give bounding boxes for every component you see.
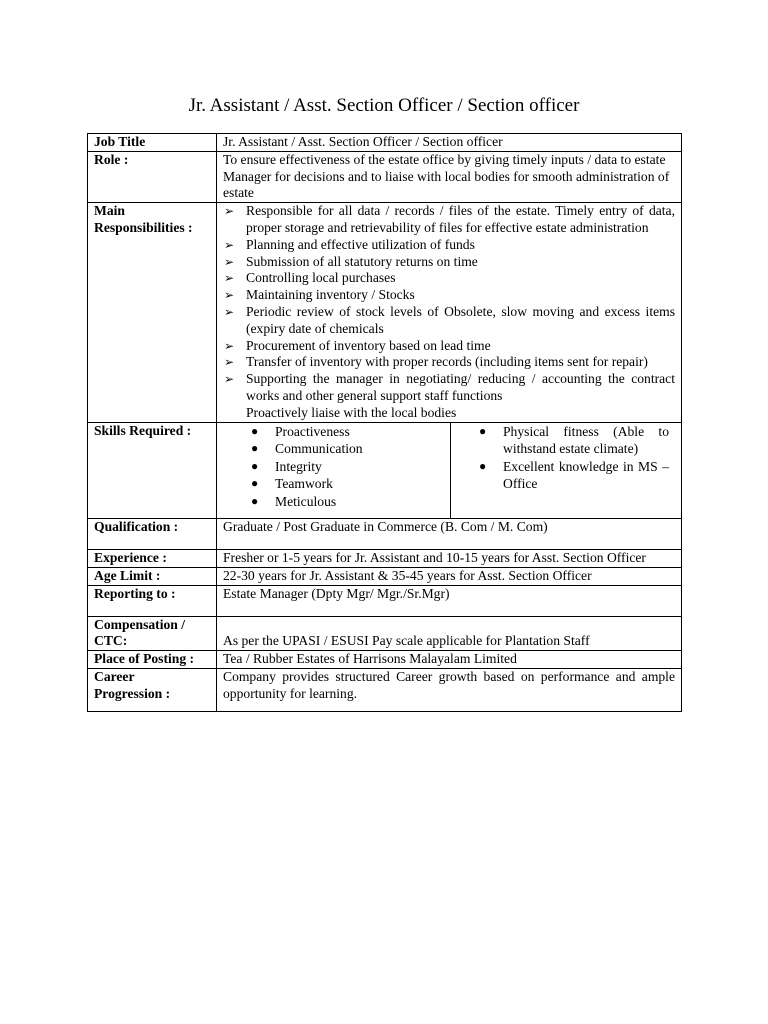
qualification-value: Graduate / Post Graduate in Commerce (B. Com / M. Com) (217, 519, 682, 550)
age-limit-value: 22-30 years for Jr. Assistant & 35-45 years for Asst. Section Officer (217, 567, 682, 585)
skills-label: Skills Required : (88, 422, 217, 519)
job-description-table (87, 133, 682, 712)
list-item: ➢ Controlling local purchases (224, 270, 396, 286)
row-posting (88, 651, 682, 669)
list-item: ● Excellent knowledge in MS – Office (479, 458, 669, 492)
list-item: ➢ Planning and effective utilization of funds (224, 236, 475, 252)
bullet-icon: ● (251, 458, 259, 473)
arrow-bullet-icon: ➢ (224, 204, 235, 219)
arrow-bullet-icon: ➢ (224, 355, 235, 370)
age-limit-label: Age Limit : (88, 567, 217, 585)
list-item: ● Teamwork (251, 476, 333, 492)
posting-label: Place of Posting : (88, 651, 217, 669)
compensation-label: Compensation / CTC: (88, 616, 217, 651)
bullet-icon: ● (251, 423, 259, 438)
compensation-value: As per the UPASI / ESUSI Pay scale applicable for Plantation Staff (217, 616, 682, 651)
arrow-bullet-icon: ➢ (224, 254, 235, 269)
list-item: ➢ Submission of all statutory returns on time (224, 253, 478, 269)
list-item: ● Integrity (251, 458, 322, 474)
row-experience (88, 550, 682, 568)
row-skills (88, 422, 682, 519)
arrow-bullet-icon: ➢ (224, 271, 235, 286)
skills-value (217, 422, 682, 519)
list-item: ➢ Maintaining inventory / Stocks (224, 287, 415, 303)
arrow-bullet-icon: ➢ (224, 304, 235, 319)
row-responsibilities (88, 203, 682, 422)
responsibilities-list (223, 203, 675, 405)
bullet-icon: ● (251, 476, 259, 491)
skills-column-2 (451, 423, 675, 519)
arrow-bullet-icon: ➢ (224, 237, 235, 252)
arrow-bullet-icon: ➢ (224, 338, 235, 353)
row-age-limit (88, 567, 682, 585)
responsibilities-label: Main Responsibilities : (88, 203, 217, 422)
bullet-icon: ● (251, 441, 259, 456)
responsibilities-value (217, 203, 682, 422)
list-item: ● Communication (251, 441, 363, 457)
list-item: ➢ Transfer of inventory with proper records (including items sent for repair) (224, 354, 648, 370)
row-compensation (88, 616, 682, 651)
list-item: ➢ Procurement of inventory based on lead time (224, 337, 491, 353)
list-item: ➢ Periodic review of stock levels of Obsolete, slow moving and excess items (expiry date of chemicals (224, 303, 675, 336)
arrow-bullet-icon: ➢ (224, 372, 235, 387)
list-item: ● Physical fitness (Able to withstand estate climate) (479, 423, 669, 457)
role-value: To ensure effectiveness of the estate office by giving timely inputs / data to estate Manager for decisions and to liaise with local bodies for smooth administration of estate (217, 151, 682, 202)
row-job-title (88, 134, 682, 152)
list-item: ➢ Supporting the manager in negotiating/ reducing / accounting the contract works and other general support staff functions (224, 371, 675, 403)
career-value: Company provides structured Career growth based on performance and ample opportunity for learning. (217, 669, 682, 712)
career-label: Career Progression : (88, 669, 217, 712)
bullet-icon: ● (479, 423, 487, 438)
row-qualification (88, 519, 682, 550)
row-role (88, 151, 682, 202)
responsibilities-extra: Proactively liaise with the local bodies (246, 404, 457, 420)
bullet-icon: ● (251, 493, 259, 508)
job-title-label: Job Title (88, 134, 217, 152)
experience-value: Fresher or 1-5 years for Jr. Assistant and 10-15 years for Asst. Section Officer (217, 550, 682, 568)
posting-value: Tea / Rubber Estates of Harrisons Malayalam Limited (217, 651, 682, 669)
reporting-value: Estate Manager (Dpty Mgr/ Mgr./Sr.Mgr) (217, 585, 682, 616)
document-title: Jr. Assistant / Asst. Section Officer / Section officer (188, 95, 580, 116)
row-career (88, 669, 682, 712)
skills-column-1 (223, 423, 451, 519)
reporting-label: Reporting to : (88, 585, 217, 616)
list-item: ● Meticulous (251, 493, 337, 509)
row-reporting (88, 585, 682, 616)
bullet-icon: ● (479, 458, 487, 473)
qualification-label: Qualification : (88, 519, 217, 550)
experience-label: Experience : (88, 550, 217, 568)
list-item: ● Proactiveness (251, 423, 350, 439)
job-title-value: Jr. Assistant / Asst. Section Officer / Section officer (217, 134, 682, 152)
list-item: ➢ Responsible for all data / records / files of the estate. Timely entry of data, proper storage and retrievability of files for effective estate administration (224, 203, 675, 235)
arrow-bullet-icon: ➢ (224, 288, 235, 303)
role-label: Role : (88, 151, 217, 202)
